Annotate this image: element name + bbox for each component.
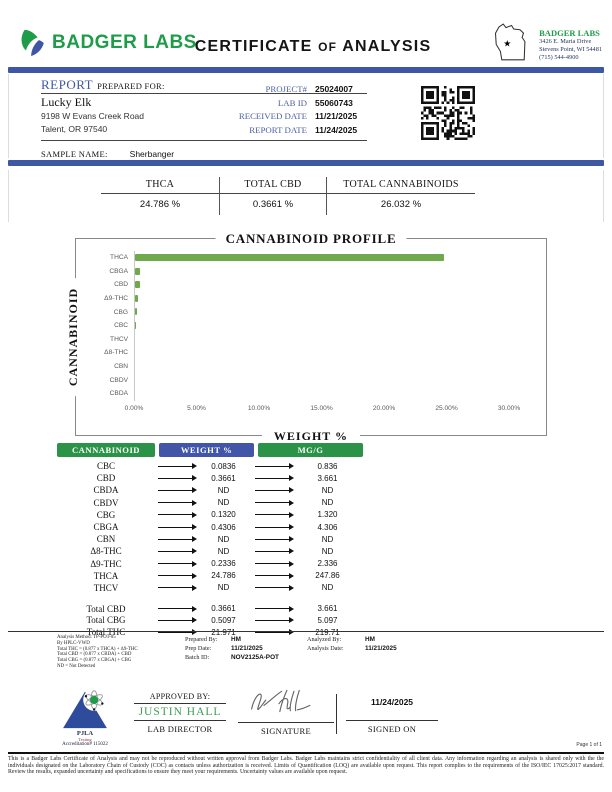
footnote-label: Batch ID: <box>185 654 210 661</box>
table-totals <box>57 603 363 638</box>
table-row <box>57 460 363 472</box>
weight-value: 21.971 <box>211 627 236 637</box>
chart-category-label: CBN <box>114 363 128 371</box>
chart-x-tick: 10.00% <box>247 405 271 412</box>
project-label: PROJECT# <box>265 83 307 94</box>
cannabinoid-name: CBG <box>96 509 116 520</box>
client-address-line1: 9198 W Evans Creek Road <box>41 111 144 121</box>
section-rule <box>8 631 604 632</box>
client-block <box>41 95 144 136</box>
summary-section <box>8 170 604 222</box>
chart-bar-track <box>134 373 509 387</box>
chart-bar-track <box>134 319 509 333</box>
cannabinoid-name: CBN <box>96 534 116 545</box>
arrow-icon <box>158 514 192 515</box>
arrow-icon <box>158 587 192 588</box>
chart-category-label: THCV <box>110 335 128 343</box>
arrow-icon <box>158 563 192 564</box>
footnote-row <box>185 635 307 644</box>
mgg-value: ND <box>321 534 334 544</box>
chart-bar <box>135 268 140 275</box>
lab-address <box>539 20 602 62</box>
weight-value: 0.5097 <box>211 615 236 625</box>
cannabinoid-name: Total THC <box>86 627 126 638</box>
received-date-value: 11/21/2025 <box>315 111 358 122</box>
table-row <box>57 497 363 509</box>
arrow-icon <box>255 539 289 540</box>
summary-thca <box>101 177 220 215</box>
cannabinoid-name: Δ9-THC <box>90 558 122 569</box>
chart-plot-area <box>84 251 509 401</box>
footnote-row <box>307 644 427 653</box>
cannabinoid-name: Total CBG <box>86 615 126 626</box>
weight-value: 0.1320 <box>211 510 236 520</box>
lab-address-line2: Stevens Point, WI 54481 <box>539 46 602 53</box>
labid-label: LAB ID <box>277 97 307 108</box>
meta-row-labid <box>159 96 365 110</box>
arrow-icon <box>255 527 289 528</box>
arrow-icon <box>158 466 192 467</box>
footer-rule <box>8 752 604 754</box>
chart-bar <box>135 308 137 315</box>
weight-value: 0.3661 <box>211 473 236 483</box>
table-header-cannabinoid: CANNABINOID <box>57 443 155 457</box>
wisconsin-map-icon <box>492 20 534 66</box>
table-row <box>57 582 363 594</box>
arrow-icon <box>255 551 289 552</box>
summary-thca-value: 24.786 % <box>139 199 181 210</box>
chart-category-label: THCA <box>110 254 128 262</box>
brand-name: BADGER LABS <box>52 32 197 53</box>
star-icon: ★ <box>503 38 512 49</box>
weight-value: ND <box>217 498 230 508</box>
chart-bar-track <box>134 346 509 360</box>
cannabinoid-table <box>57 443 363 638</box>
footnote-value: HM <box>365 636 375 643</box>
cannabinoid-name: CBGA <box>93 522 119 533</box>
chart-bar-track <box>134 251 509 265</box>
table-row <box>57 472 363 484</box>
method-note-line: Total CBG = (0.877 x CBGA) + CBG <box>57 658 132 664</box>
arrow-icon <box>158 575 192 576</box>
badger-leaf-icon <box>18 28 48 58</box>
chart-title: CANNABINOID PROFILE <box>216 231 407 247</box>
arrow-icon <box>158 490 192 491</box>
weight-value: 0.3661 <box>211 604 236 614</box>
signature-block <box>238 686 334 736</box>
cannabinoid-name: CBDA <box>93 485 119 496</box>
table-header-weight: WEIGHT % <box>159 443 254 457</box>
lab-name: BADGER LABS <box>539 28 600 38</box>
chart-category-label: CBD <box>114 281 128 289</box>
weight-value: 0.4306 <box>211 522 236 532</box>
mgg-value: ND <box>321 583 334 593</box>
received-date-label: RECEIVED DATE <box>238 111 307 122</box>
arrow-icon <box>255 575 289 576</box>
labid-value: 55060743 <box>315 97 353 108</box>
sample-name-label: SAMPLE NAME: <box>41 149 108 159</box>
cannabinoid-name: Total CBD <box>86 603 126 614</box>
arrow-icon <box>158 527 192 528</box>
divider-bar-top <box>8 67 604 73</box>
weight-value: ND <box>217 546 230 556</box>
summary-total-cannabinoids-label: TOTAL CANNABINOIDS <box>327 177 475 194</box>
method-note-line: By HPLC-VWD <box>57 640 90 646</box>
pjla-accreditation-block <box>52 688 118 748</box>
footnote-value: 11/21/2025 <box>365 645 397 652</box>
lab-phone: (715) 544-4900 <box>539 54 579 61</box>
chart-category-label: CBGA <box>109 267 128 275</box>
cannabinoid-name: CBD <box>96 473 116 484</box>
chart-category-label: CBC <box>114 322 128 330</box>
pjla-accreditation-number: Accreditation# 115022 <box>62 742 108 747</box>
table-row <box>57 615 363 627</box>
chart-x-tick: 0.00% <box>124 405 144 412</box>
chart-x-axis-ticks <box>124 405 521 415</box>
mgg-value: ND <box>321 498 334 508</box>
arrow-icon <box>158 620 192 621</box>
sample-name-value: Sherbanger <box>129 149 175 159</box>
table-body <box>57 460 363 594</box>
rule <box>41 140 367 141</box>
cannabinoid-profile-chart <box>66 231 547 443</box>
approved-by-label: APPROVED BY: <box>134 692 226 704</box>
method-note-line: Total THC = (0.877 x THCA) + Δ9-THC <box>57 646 138 652</box>
report-meta <box>159 82 365 137</box>
table-row <box>57 509 363 521</box>
footnote-row <box>185 653 307 662</box>
arrow-icon <box>255 563 289 564</box>
document-title: CERTIFICATE OF ANALYSIS <box>194 38 432 55</box>
report-section-heading <box>41 76 165 94</box>
chart-x-axis-label: WEIGHT % <box>262 429 360 444</box>
meta-row-reportdate <box>159 123 365 137</box>
cannabinoid-name: THCA <box>93 570 119 581</box>
project-value: 25024007 <box>315 83 353 94</box>
method-notes <box>57 635 185 670</box>
footnote-label: Analysis Date: <box>307 645 344 652</box>
footnote-value: 11/21/2025 <box>231 645 263 652</box>
lab-address-line1: 3426 E. Maria Drive <box>539 38 592 45</box>
prepared-block <box>185 635 307 670</box>
chart-bar-track <box>134 333 509 347</box>
footer-disclaimer: This is a Badger Labs Certificate of Analysis and may not be reproduced without written approval from Badger Labs. Badger Labs maintains strict confidentiality of all client data. Any information regarding an analysis is shared only with the the individuals designated on the Laboratory Chain of Custody (COC) as contacts unless authorization is received. Limits of Quantification (LOQ) are available upon request. This report complies to the requirements of the ISO/IEC 17025:2017 standard. Review the results, expanded uncertainty and specifications to ensure they meet your requirements. Uncertainty values are available upon request. <box>8 756 604 776</box>
summary-total-cbd-value: 0.3661 % <box>252 199 294 210</box>
mgg-value: 3.661 <box>317 473 338 483</box>
signed-date: 11/24/2025 <box>370 697 414 707</box>
weight-value: 24.786 <box>211 571 236 581</box>
chart-bar <box>135 281 140 288</box>
report-date-value: 11/24/2025 <box>315 125 358 136</box>
mgg-value: 2.336 <box>317 559 338 569</box>
summary-total-cbd-label: TOTAL CBD <box>220 177 326 194</box>
arrow-icon <box>158 539 192 540</box>
chart-bar-track <box>134 278 509 292</box>
chart-bar <box>135 322 136 329</box>
header <box>8 18 604 66</box>
prepared-for-label: PREPARED FOR: <box>97 81 165 91</box>
footnote-row <box>307 635 427 644</box>
arrow-icon <box>255 490 289 491</box>
chart-category-label: Δ9-THC <box>104 295 128 303</box>
cannabinoid-name: THCV <box>93 582 119 593</box>
chart-x-tick: 30.00% <box>497 405 521 412</box>
footnote-value: HM <box>231 636 241 643</box>
chart-category-label: CBDA <box>109 390 128 398</box>
mgg-value: 0.836 <box>317 461 338 471</box>
chart-bar <box>135 295 138 302</box>
client-name: Lucky Elk <box>41 95 92 109</box>
signed-on-block <box>346 697 438 734</box>
signed-on-label: SIGNED ON <box>367 724 417 734</box>
arrow-icon <box>158 551 192 552</box>
qr-code <box>421 86 475 140</box>
method-note-line: Total CBD = (0.877 x CBDA) + CBD <box>57 652 132 658</box>
footnote-label: Analyzed By: <box>307 636 342 643</box>
lab-address-block <box>492 20 602 66</box>
signature-label: SIGNATURE <box>261 726 311 736</box>
chart-x-tick: 5.00% <box>187 405 206 412</box>
approved-by-block <box>134 692 226 734</box>
pjla-logo-icon <box>57 688 113 730</box>
chart-bar-track <box>134 387 509 401</box>
chart-x-tick: 25.00% <box>435 405 458 412</box>
summary-thca-label: THCA <box>101 177 219 194</box>
pjla-org: PJLA <box>76 730 94 737</box>
page-indicator: Page 1 of 1 <box>576 742 602 748</box>
mgg-value: 247.86 <box>315 571 340 581</box>
report-heading: REPORT <box>41 77 94 92</box>
chart-x-tick: 20.00% <box>372 405 396 412</box>
footnote-label: Prep Date: <box>185 645 212 652</box>
arrow-icon <box>255 608 289 609</box>
summary-total-cannabinoids-value: 26.032 % <box>380 199 422 210</box>
table-row <box>57 545 363 557</box>
table-row <box>57 558 363 570</box>
mgg-value: 5.097 <box>317 615 338 625</box>
method-note-line: ND = Not Detected <box>57 663 96 669</box>
arrow-icon <box>158 502 192 503</box>
chart-category-label: CBG <box>113 308 128 316</box>
arrow-icon <box>158 478 192 479</box>
chart-category-label: CBDV <box>109 376 128 384</box>
table-header-mgg: MG/G <box>258 443 363 457</box>
footnote-value: NOV2125A-POT <box>231 654 279 661</box>
weight-value: 0.2336 <box>211 559 236 569</box>
table-row <box>57 603 363 615</box>
arrow-icon <box>255 466 289 467</box>
mgg-value: ND <box>321 546 334 556</box>
mgg-value: ND <box>321 485 334 495</box>
weight-value: ND <box>217 485 230 495</box>
signature-icon <box>244 686 328 716</box>
summary-total-cannabinoids <box>327 177 475 215</box>
chart-bar-track <box>134 360 509 374</box>
chart-bar <box>135 254 444 261</box>
summary-total-cbd <box>220 177 327 215</box>
table-row <box>57 484 363 496</box>
table-row <box>57 521 363 533</box>
analyzed-block <box>307 635 427 670</box>
mgg-value: 219.71 <box>315 627 340 637</box>
report-date-label: REPORT DATE <box>249 125 307 136</box>
method-note-line: Analysis Method: TP-POT-05 <box>57 635 116 640</box>
report-info-section <box>8 74 604 158</box>
mgg-value: 3.661 <box>317 604 338 614</box>
approver-title: LAB DIRECTOR <box>147 724 213 734</box>
chart-bar-track <box>134 292 509 306</box>
divider-bar-mid <box>8 160 604 166</box>
arrow-icon <box>255 502 289 503</box>
arrow-icon <box>255 478 289 479</box>
footnotes-section <box>57 635 427 670</box>
chart-bar-track <box>134 265 509 279</box>
meta-row-project <box>159 82 365 96</box>
chart-bar-track <box>134 305 509 319</box>
client-address-line2: Talent, OR 97540 <box>41 124 108 134</box>
approval-divider <box>336 694 337 734</box>
mgg-value: 4.306 <box>317 522 338 532</box>
approver-name: JUSTIN HALL <box>134 704 226 721</box>
footnote-row <box>185 644 307 653</box>
footnote-label: Prepared By: <box>185 636 218 643</box>
chart-category-label: Δ8-THC <box>104 349 128 357</box>
summary-row <box>101 177 475 215</box>
meta-row-received <box>159 110 365 124</box>
cannabinoid-name: CBC <box>96 461 115 472</box>
arrow-icon <box>255 620 289 621</box>
arrow-icon <box>255 587 289 588</box>
cannabinoid-name: Δ8-THC <box>90 546 122 557</box>
chart-x-tick: 15.00% <box>310 405 333 412</box>
chart-y-axis-label: CANNABINOID <box>66 278 81 396</box>
pjla-program: Testing <box>78 737 92 742</box>
table-row <box>57 570 363 582</box>
weight-value: 0.0836 <box>211 461 236 471</box>
weight-value: ND <box>217 534 230 544</box>
cannabinoid-name: CBDV <box>93 497 119 508</box>
weight-value: ND <box>217 583 230 593</box>
table-header-row <box>57 443 363 457</box>
arrow-icon <box>158 608 192 609</box>
mgg-value: 1.320 <box>317 510 338 520</box>
arrow-icon <box>255 514 289 515</box>
table-row <box>57 533 363 545</box>
